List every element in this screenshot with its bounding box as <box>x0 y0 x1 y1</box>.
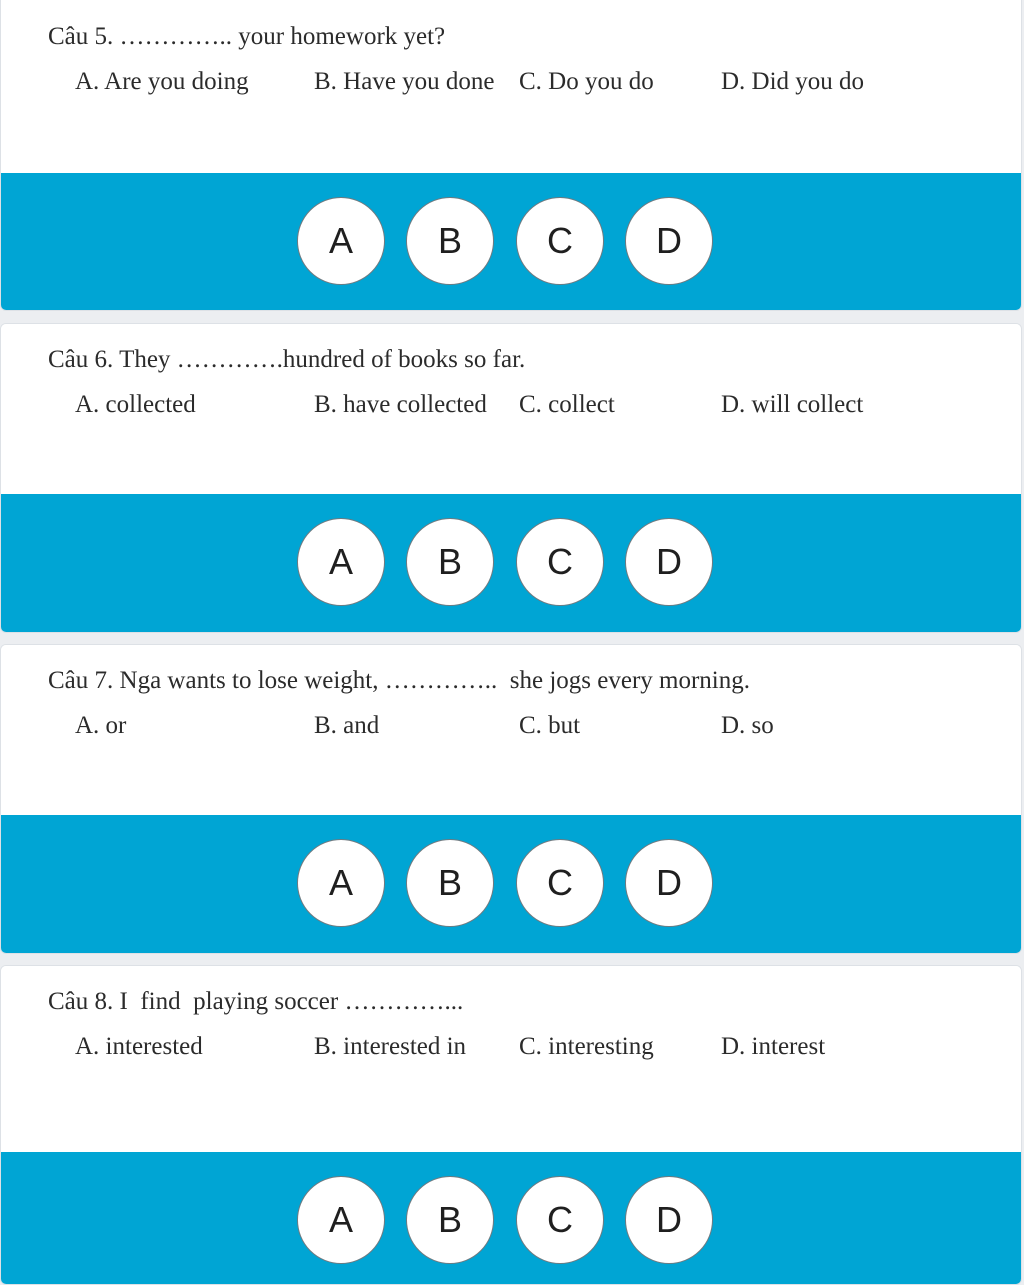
question-area <box>1 966 1021 1152</box>
question-area <box>1 324 1021 494</box>
answer-button-b[interactable]: B <box>406 1176 494 1264</box>
option-a-text: A. collected <box>75 391 196 418</box>
option-c-text: C. Do you do <box>519 68 654 95</box>
answer-button-a[interactable]: A <box>297 518 385 606</box>
option-b-text: B. and <box>314 712 380 739</box>
option-a-text: A. interested <box>75 1033 203 1060</box>
answer-button-a[interactable]: A <box>297 839 385 927</box>
answer-button-b[interactable]: B <box>406 518 494 606</box>
question-card-5 <box>0 0 1022 311</box>
question-card-6 <box>0 323 1022 633</box>
answer-button-d[interactable]: D <box>625 839 713 927</box>
answer-bar <box>1 1152 1021 1285</box>
answer-button-d[interactable]: D <box>625 197 713 285</box>
answer-button-d[interactable]: D <box>625 1176 713 1264</box>
answer-button-c[interactable]: C <box>516 1176 604 1264</box>
option-c-text: C. collect <box>519 391 615 418</box>
question-stem: Câu 7. Nga wants to lose weight, ………….. she jogs every morning. <box>48 667 750 694</box>
question-area <box>1 0 1021 173</box>
answer-bar <box>1 815 1021 954</box>
option-c-text: C. interesting <box>519 1033 654 1060</box>
option-b-text: B. Have you done <box>314 68 495 95</box>
option-d-text: D. interest <box>721 1033 826 1060</box>
answer-button-c[interactable]: C <box>516 839 604 927</box>
option-b-text: B. interested in <box>314 1033 467 1060</box>
answer-button-b[interactable]: B <box>406 197 494 285</box>
question-card-7 <box>0 644 1022 954</box>
question-stem: Câu 5. ………….. your homework yet? <box>48 23 446 50</box>
answer-bar <box>1 173 1021 311</box>
answer-button-c[interactable]: C <box>516 518 604 606</box>
answer-button-a[interactable]: A <box>297 1176 385 1264</box>
question-stem: Câu 6. They ………….hundred of books so far. <box>48 346 526 373</box>
answer-button-a[interactable]: A <box>297 197 385 285</box>
answer-button-d[interactable]: D <box>625 518 713 606</box>
option-d-text: D. Did you do <box>721 68 865 95</box>
answer-button-c[interactable]: C <box>516 197 604 285</box>
option-d-text: D. so <box>721 712 774 739</box>
question-stem: Câu 8. I find playing soccer …………... <box>48 988 464 1015</box>
option-b-text: B. have collected <box>314 391 487 418</box>
question-card-8 <box>0 965 1022 1285</box>
answer-bar <box>1 494 1021 633</box>
option-a-text: A. or <box>75 712 127 739</box>
option-a-text: A. Are you doing <box>75 68 249 95</box>
option-c-text: C. but <box>519 712 581 739</box>
answer-button-b[interactable]: B <box>406 839 494 927</box>
question-area <box>1 645 1021 815</box>
option-d-text: D. will collect <box>721 391 864 418</box>
